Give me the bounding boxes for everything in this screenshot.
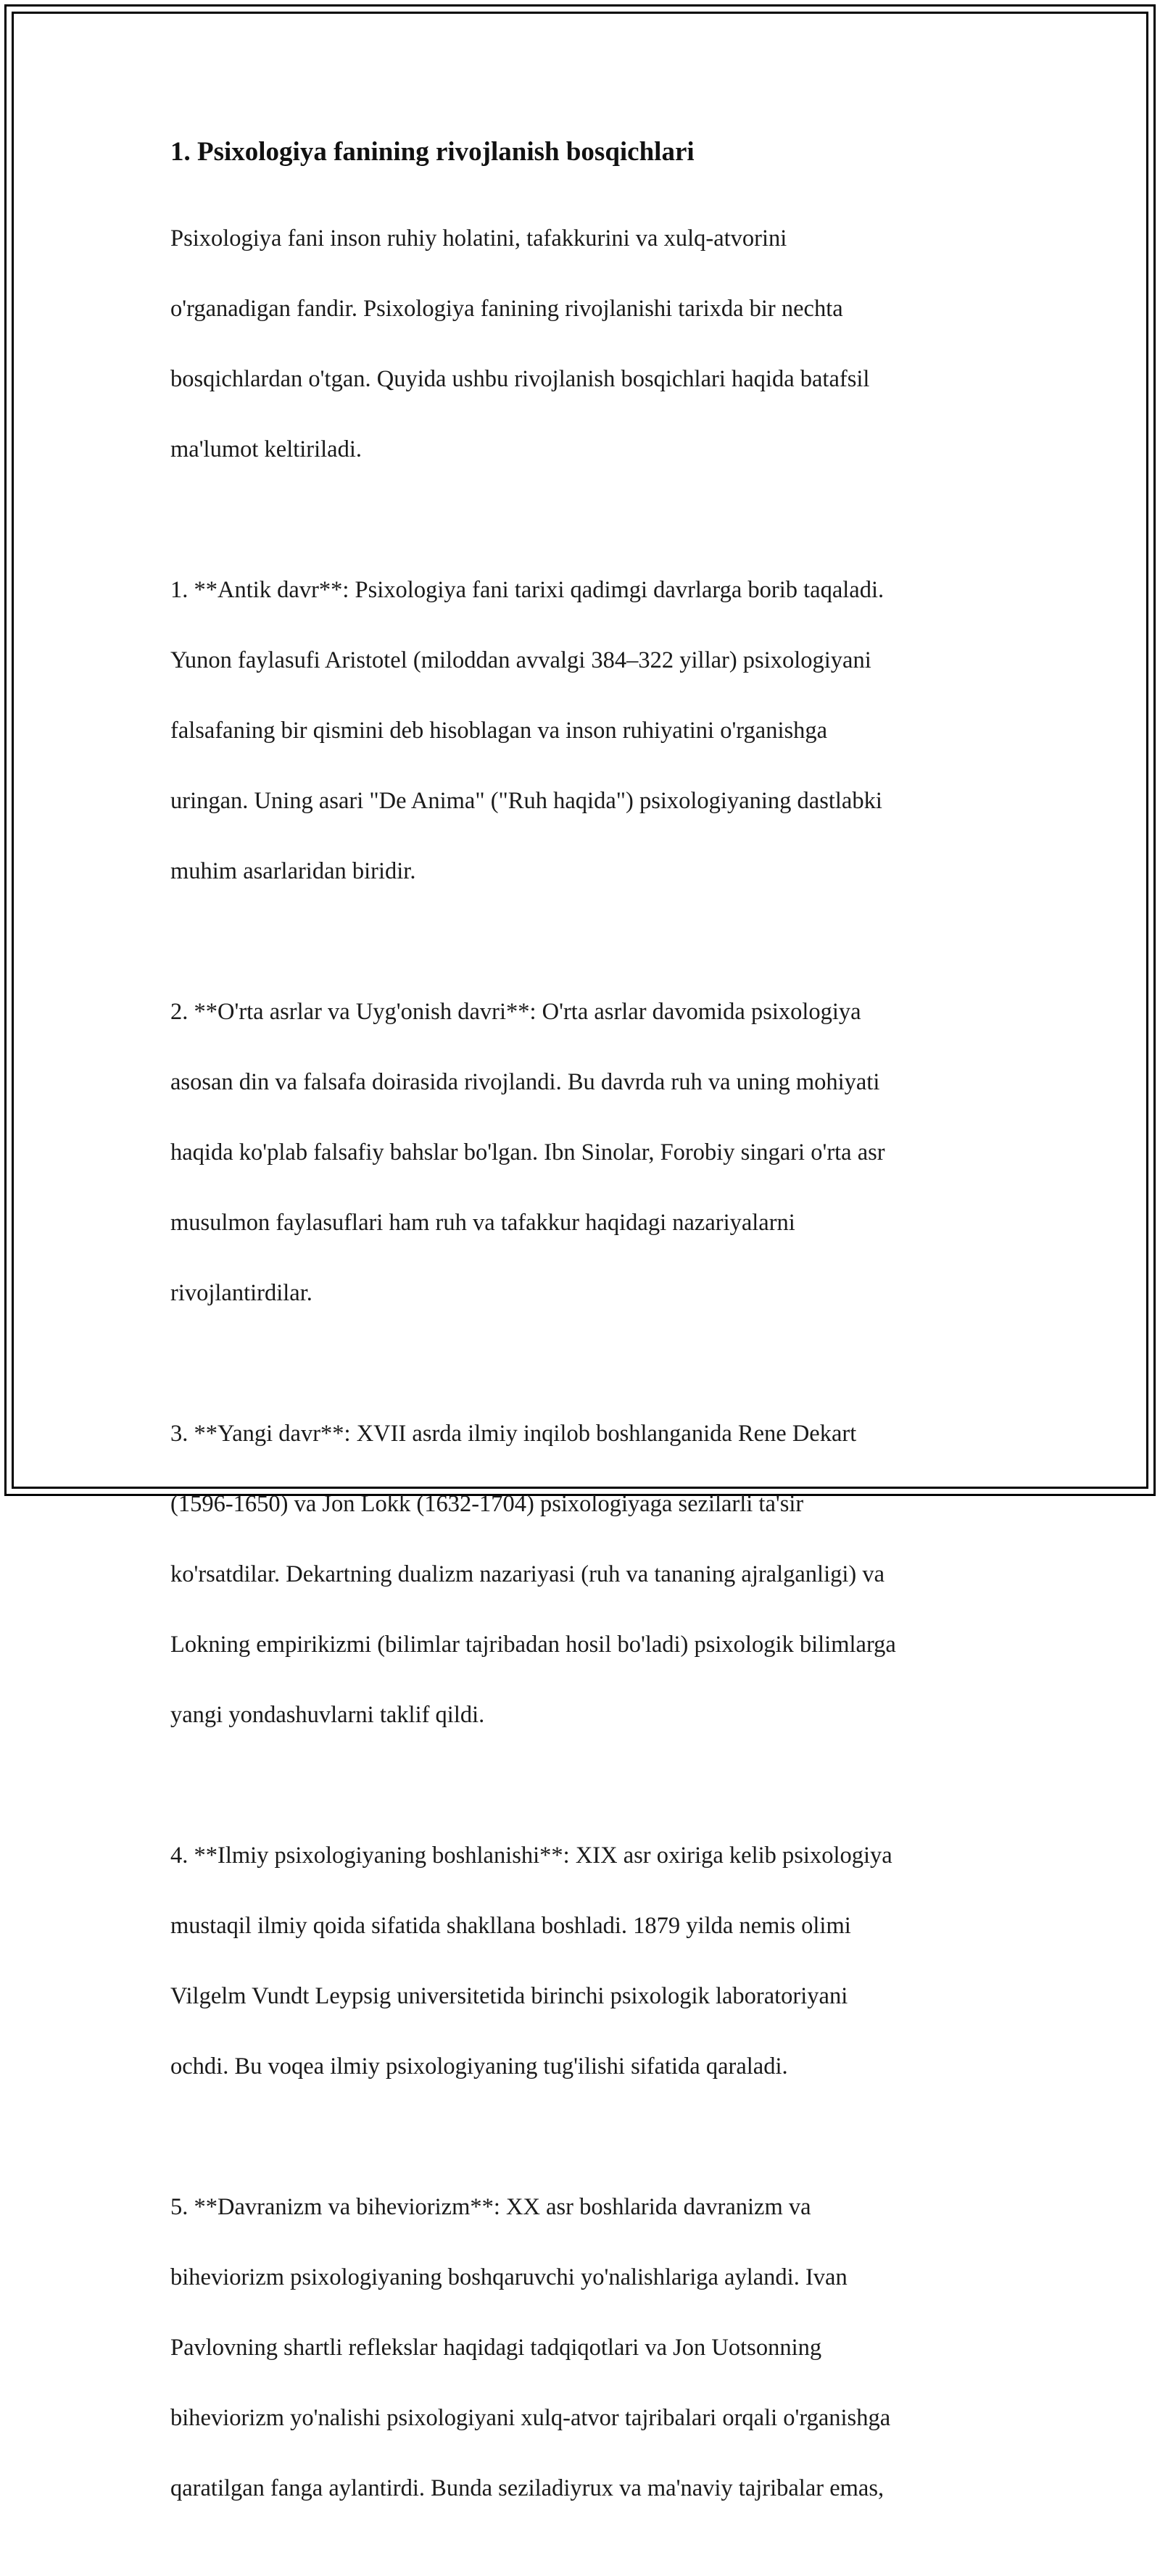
text-line: rivojlantirdilar.	[170, 1279, 312, 1306]
intro-paragraph	[170, 186, 1004, 502]
text-line: Pavlovning shartli reflekslar haqidagi tadqiqotlari va Jon Uotsonning	[170, 2334, 822, 2361]
stage-3-paragraph	[170, 1381, 1004, 1768]
stage-5-paragraph	[170, 2154, 1004, 2541]
document-body	[170, 135, 1004, 2576]
text-line: (1596-1650) va Jon Lokk (1632-1704) psixologiyaga sezilarli ta'sir	[170, 1490, 804, 1517]
text-line: bosqichlardan o'tgan. Quyida ushbu rivojlanish bosqichlari haqida batafsil	[170, 365, 870, 392]
text-line: ko'rsatdilar. Dekartning dualizm nazariyasi (ruh va tananing ajralganligi) va	[170, 1561, 885, 1587]
text-line: muhim asarlaridan biridir.	[170, 857, 416, 884]
text-line: Yunon faylasufi Aristotel (miloddan avvalgi 384–322 yillar) psixologiyani	[170, 647, 871, 673]
text-line: Psixologiya fani inson ruhiy holatini, tafakkurini va xulq-atvorini	[170, 225, 787, 252]
text-line: biheviorizm yo'nalishi psixologiyani xulq-atvor tajribalari orqali o'rganishga	[170, 2404, 891, 2431]
text-line: ochdi. Bu voqea ilmiy psixologiyaning tug'ilishi sifatida qaraladi.	[170, 2053, 788, 2080]
text-line: Vilgelm Vundt Leypsig universitetida birinchi psixologik laboratoriyani	[170, 1982, 848, 2009]
text-line: 2. **O'rta asrlar va Uyg'onish davri**: O'rta asrlar davomida psixologiya	[170, 998, 861, 1025]
text-line: 4. **Ilmiy psixologiyaning boshlanishi**: XIX asr oxiriga kelib psixologiya	[170, 1842, 892, 1869]
text-line: o'rganadigan fandir. Psixologiya fanining rivojlanishi tarixda bir nechta	[170, 295, 843, 322]
text-line: musulmon faylasuflari ham ruh va tafakkur haqidagi nazariyalarni	[170, 1209, 795, 1236]
text-line: haqida ko'plab falsafiy bahslar bo'lgan. Ibn Sinolar, Forobiy singari o'rta asr	[170, 1139, 885, 1166]
text-line: qaratilgan fanga aylantirdi. Bunda seziladiyrux va ma'naviy tajribalar emas,	[170, 2475, 884, 2501]
text-line: 5. **Davranizm va biheviorizm**: XX asr boshlarida davranizm va	[170, 2193, 811, 2220]
text-line: mustaqil ilmiy qoida sifatida shakllana boshladi. 1879 yilda nemis olimi	[170, 1912, 851, 1939]
stage-2-paragraph	[170, 959, 1004, 1346]
text-line: uringan. Uning asari "De Anima" ("Ruh haqida") psixologiyaning dastlabki	[170, 787, 882, 814]
text-line: ma'lumot keltiriladi.	[170, 436, 362, 462]
text-line: falsafaning bir qismini deb hisoblagan va inson ruhiyatini o'rganishga	[170, 717, 828, 744]
text-line: Lokning empirikizmi (bilimlar tajribadan hosil bo'ladi) psixologik bilimlarga	[170, 1631, 896, 1658]
text-line: asosan din va falsafa doirasida rivojlandi. Bu davrda ruh va uning mohiyati	[170, 1068, 880, 1095]
section-heading: 1. Psixologiya fanining rivojlanish bosqichlari	[170, 137, 695, 167]
text-line: 3. **Yangi davr**: XVII asrda ilmiy inqilob boshlanganida Rene Dekart	[170, 1420, 857, 1447]
stage-4-paragraph	[170, 1803, 1004, 2119]
stage-1-paragraph	[170, 537, 1004, 924]
text-line: biheviorizm psixologiyaning boshqaruvchi yo'nalishlariga aylandi. Ivan	[170, 2264, 848, 2290]
text-line: 1. **Antik davr**: Psixologiya fani tarixi qadimgi davrlarga borib taqaladi.	[170, 576, 884, 603]
text-line: yangi yondashuvlarni taklif qildi.	[170, 1701, 485, 1728]
